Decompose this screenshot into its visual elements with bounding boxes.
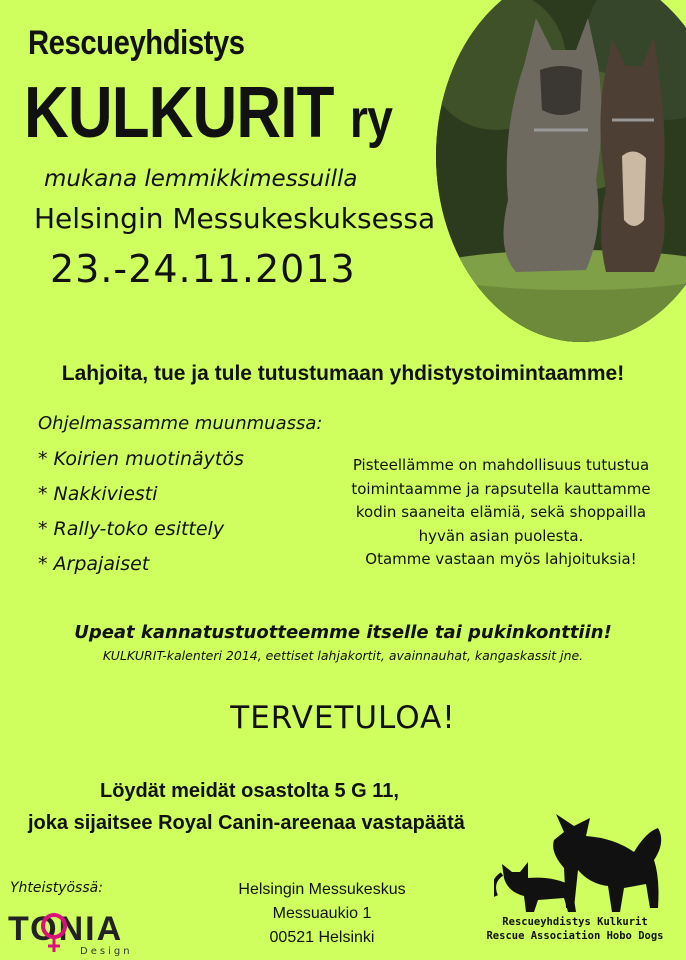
stand-location: Löydät meidät osastolta 5 G 11, <box>100 780 399 802</box>
venue-address <box>212 878 432 950</box>
org-name-big <box>24 72 392 154</box>
info-line: kodin saaneita elämiä, sekä shoppailla <box>355 503 647 521</box>
address-line: Messuaukio 1 <box>272 905 372 922</box>
event-date: 23.-24.11.2013 <box>50 247 356 291</box>
address-line: 00521 Helsinki <box>269 929 375 946</box>
info-line: Pisteellämme on mahdollisuus tutustua <box>352 456 650 474</box>
logo-text-fi: Rescueyhdistys Kulkurit <box>502 916 648 928</box>
list-item: * Nakkiviesti <box>38 483 158 505</box>
address-line: Helsingin Messukeskus <box>238 881 406 898</box>
org-name-small: Rescueyhdistys <box>28 24 245 62</box>
info-line: toimintaamme ja rapsutella kauttamme <box>351 479 651 498</box>
list-item: * Rally-toko esittely <box>38 518 225 540</box>
donate-callout: Lahjoita, tue ja tule tutustumaan yhdistystoimintaamme! <box>61 362 625 385</box>
org-name-kulkurit: KULKURIT <box>24 73 334 153</box>
event-intro: mukana lemmikkimessuilla <box>44 166 358 192</box>
list-item: * Koirien muotinäytös <box>38 448 244 470</box>
welcome-text: TERVETULOA! <box>230 700 456 736</box>
event-venue: Helsingin Messukeskuksessa <box>34 202 436 235</box>
dog-cat-silhouette-logo <box>494 812 666 916</box>
program-list <box>38 446 244 586</box>
org-suffix: ry <box>349 89 393 149</box>
program-heading: Ohjelmassamme muunmuassa: <box>38 413 323 434</box>
stand-location-detail: joka sijaitsee Royal Canin-areenaa vastapäätä <box>28 812 465 834</box>
info-line: Otamme vastaan myös lahjoituksia! <box>365 550 637 568</box>
partner-logo-text: TONIA <box>8 910 124 948</box>
partner-logo-subtext: Design <box>80 946 133 956</box>
partner-logo <box>6 904 156 956</box>
dogs-photo <box>436 0 686 342</box>
info-line: hyvän asian puolesta. <box>418 526 584 545</box>
list-item: * Arpajaiset <box>38 553 150 575</box>
logo-text-en: Rescue Association Hobo Dogs <box>486 930 664 942</box>
booth-info <box>336 454 666 572</box>
products-list: KULKURIT-kalenteri 2014, eettiset lahjakortit, avainnauhat, kangaskassit jne. <box>102 648 584 663</box>
products-title: Upeat kannatustuotteemme itselle tai pukinkonttiin! <box>74 622 612 643</box>
partner-label: Yhteistyössä: <box>10 880 103 896</box>
